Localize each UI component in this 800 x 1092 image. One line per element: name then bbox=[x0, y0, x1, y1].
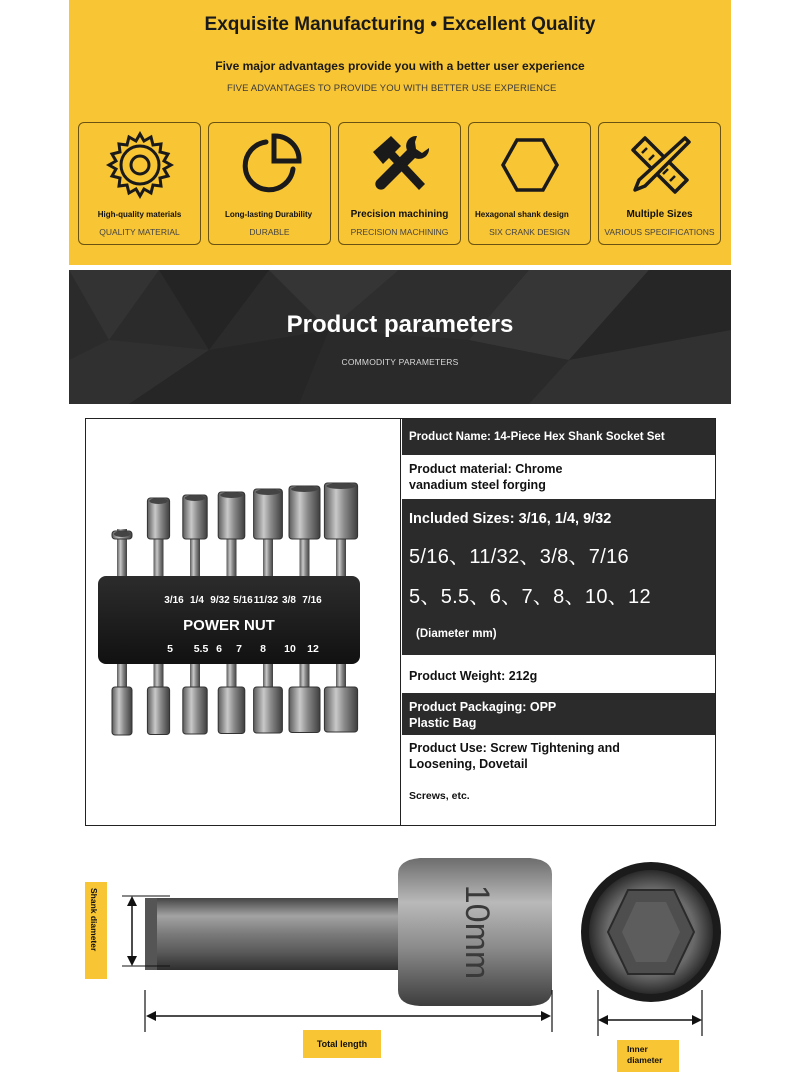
feature-label-en: SIX CRANK DESIGN bbox=[489, 227, 570, 237]
holder-fraction-label: 7/16 bbox=[302, 595, 322, 606]
param-weight: Product Weight: 212g bbox=[409, 669, 538, 683]
socket-head bbox=[254, 489, 283, 539]
holder-fraction-label: 3/8 bbox=[282, 595, 296, 606]
total-length-label-box bbox=[303, 1030, 381, 1058]
param-name: Product Name: 14-Piece Hex Shank Socket Set bbox=[409, 431, 665, 443]
bottom-socket-bits bbox=[112, 661, 358, 735]
parameters-table bbox=[85, 418, 716, 826]
feature-label: Precision machining bbox=[350, 209, 449, 221]
socket-opening bbox=[149, 498, 167, 504]
banner-subtitle-en: FIVE ADVANTAGES TO PROVIDE YOU WITH BETTER USE EXPERIENCE bbox=[227, 83, 557, 94]
parameters-banner bbox=[69, 270, 731, 404]
socket-opening bbox=[291, 486, 318, 492]
socket-opening bbox=[220, 492, 243, 498]
holder-brand-label: POWER NUT bbox=[183, 617, 275, 634]
param-packaging-line2: Plastic Bag bbox=[409, 716, 477, 730]
dimension-diagram bbox=[0, 840, 800, 1092]
param-material-line2: vanadium steel forging bbox=[409, 478, 546, 492]
feature-label: High-quality materials bbox=[97, 210, 182, 220]
param-row-sizes bbox=[402, 499, 715, 655]
param-packaging-line1: Product Packaging: OPP bbox=[409, 700, 557, 714]
feature-label-en: VARIOUS SPECIFICATIONS bbox=[604, 227, 715, 237]
inner-diameter-label: Inner diameter bbox=[627, 1044, 663, 1065]
param-sizes-inch: 5/16、11/32、3/8、7/16 bbox=[409, 546, 629, 568]
holder-fraction-label: 11/32 bbox=[253, 595, 279, 606]
feature-card-sizes bbox=[598, 122, 721, 245]
advantages-banner bbox=[69, 0, 731, 265]
socket-drawing bbox=[0, 840, 800, 1092]
feature-card-hex bbox=[468, 122, 591, 245]
socket-head bbox=[218, 687, 245, 734]
feature-cards bbox=[78, 122, 721, 245]
socket-head bbox=[183, 687, 207, 734]
shank-diameter-label-box bbox=[85, 882, 107, 979]
holder-fraction-label: 1/4 bbox=[190, 595, 204, 606]
param-material-line1: Product material: Chrome bbox=[409, 462, 563, 476]
inner-diameter-label-box bbox=[617, 1040, 679, 1072]
socket-opening bbox=[256, 489, 281, 495]
holder-metric-label: 6 bbox=[216, 643, 222, 655]
socket-head bbox=[218, 492, 245, 539]
param-row-packaging bbox=[402, 693, 715, 735]
socket-size-marking: 10mm bbox=[458, 884, 497, 980]
param-row-weight bbox=[402, 655, 715, 693]
top-socket-bits bbox=[112, 483, 358, 579]
socket-opening bbox=[114, 531, 130, 537]
param-use-line2: Loosening, Dovetail bbox=[409, 757, 528, 771]
param-use-line3: Screws, etc. bbox=[409, 790, 470, 802]
feature-label-en: DURABLE bbox=[249, 227, 290, 237]
gear-icon bbox=[79, 129, 200, 201]
feature-card-durable bbox=[208, 122, 331, 245]
parameters-list bbox=[402, 419, 715, 825]
param-row-use bbox=[402, 735, 715, 825]
parameters-subtitle: COMMODITY PARAMETERS bbox=[341, 357, 459, 367]
hexagon-icon bbox=[469, 129, 590, 201]
socket-head bbox=[112, 687, 132, 735]
holder-metric-label: 8 bbox=[260, 643, 266, 655]
total-length-label: Total length bbox=[316, 1039, 368, 1049]
holder-metric-label: 10 bbox=[284, 643, 296, 655]
feature-label: Hexagonal shank design bbox=[475, 210, 569, 220]
feature-card-machining bbox=[338, 122, 461, 245]
feature-label-en: QUALITY MATERIAL bbox=[99, 227, 180, 237]
holder-fraction-label: 5/16 bbox=[233, 595, 253, 606]
socket-head bbox=[324, 483, 357, 539]
socket-opening bbox=[185, 495, 205, 501]
holder-metric-label: 5 bbox=[167, 643, 173, 655]
shank-diameter-label: Shank diameter bbox=[89, 888, 99, 952]
product-photo bbox=[86, 419, 401, 825]
socket-opening bbox=[326, 483, 355, 489]
socket-head bbox=[289, 687, 320, 733]
param-use-line1: Product Use: Screw Tightening and bbox=[409, 741, 620, 755]
param-sizes-mm: 5、5.5、6、7、8、10、12 bbox=[409, 586, 651, 608]
socket-head bbox=[183, 495, 207, 539]
feature-label: Long-lasting Durability bbox=[225, 210, 313, 220]
hammer-wrench-icon bbox=[339, 129, 460, 201]
socket-head bbox=[254, 687, 283, 733]
hex-shank bbox=[145, 898, 410, 970]
socket-head bbox=[147, 687, 169, 735]
socket-head bbox=[147, 498, 169, 539]
holder-metric-label: 12 bbox=[307, 643, 319, 655]
param-row-name bbox=[402, 419, 715, 455]
holder-metric-label: 5.5 bbox=[193, 643, 209, 655]
holder-metric-label: 7 bbox=[236, 643, 242, 655]
socket-head bbox=[289, 486, 320, 539]
pie-chart-icon bbox=[209, 129, 330, 201]
param-sizes-title: Included Sizes: 3/16, 1/4, 9/32 bbox=[409, 511, 612, 527]
param-row-material bbox=[402, 455, 715, 499]
banner-subtitle: Five major advantages provide you with a better user experience bbox=[215, 59, 585, 73]
socket-head bbox=[324, 687, 357, 732]
feature-label: Multiple Sizes bbox=[626, 209, 693, 221]
holder-fraction-label: 9/32 bbox=[210, 595, 230, 606]
parameters-title: Product parameters bbox=[286, 311, 514, 338]
holder-fraction-label: 3/16 bbox=[164, 595, 184, 606]
banner-title: Exquisite Manufacturing • Excellent Quality bbox=[204, 14, 596, 35]
ruler-pencil-icon bbox=[599, 129, 720, 201]
param-sizes-note: (Diameter mm) bbox=[416, 628, 497, 640]
feature-card-material bbox=[78, 122, 201, 245]
feature-label-en: PRECISION MACHINING bbox=[350, 227, 449, 237]
